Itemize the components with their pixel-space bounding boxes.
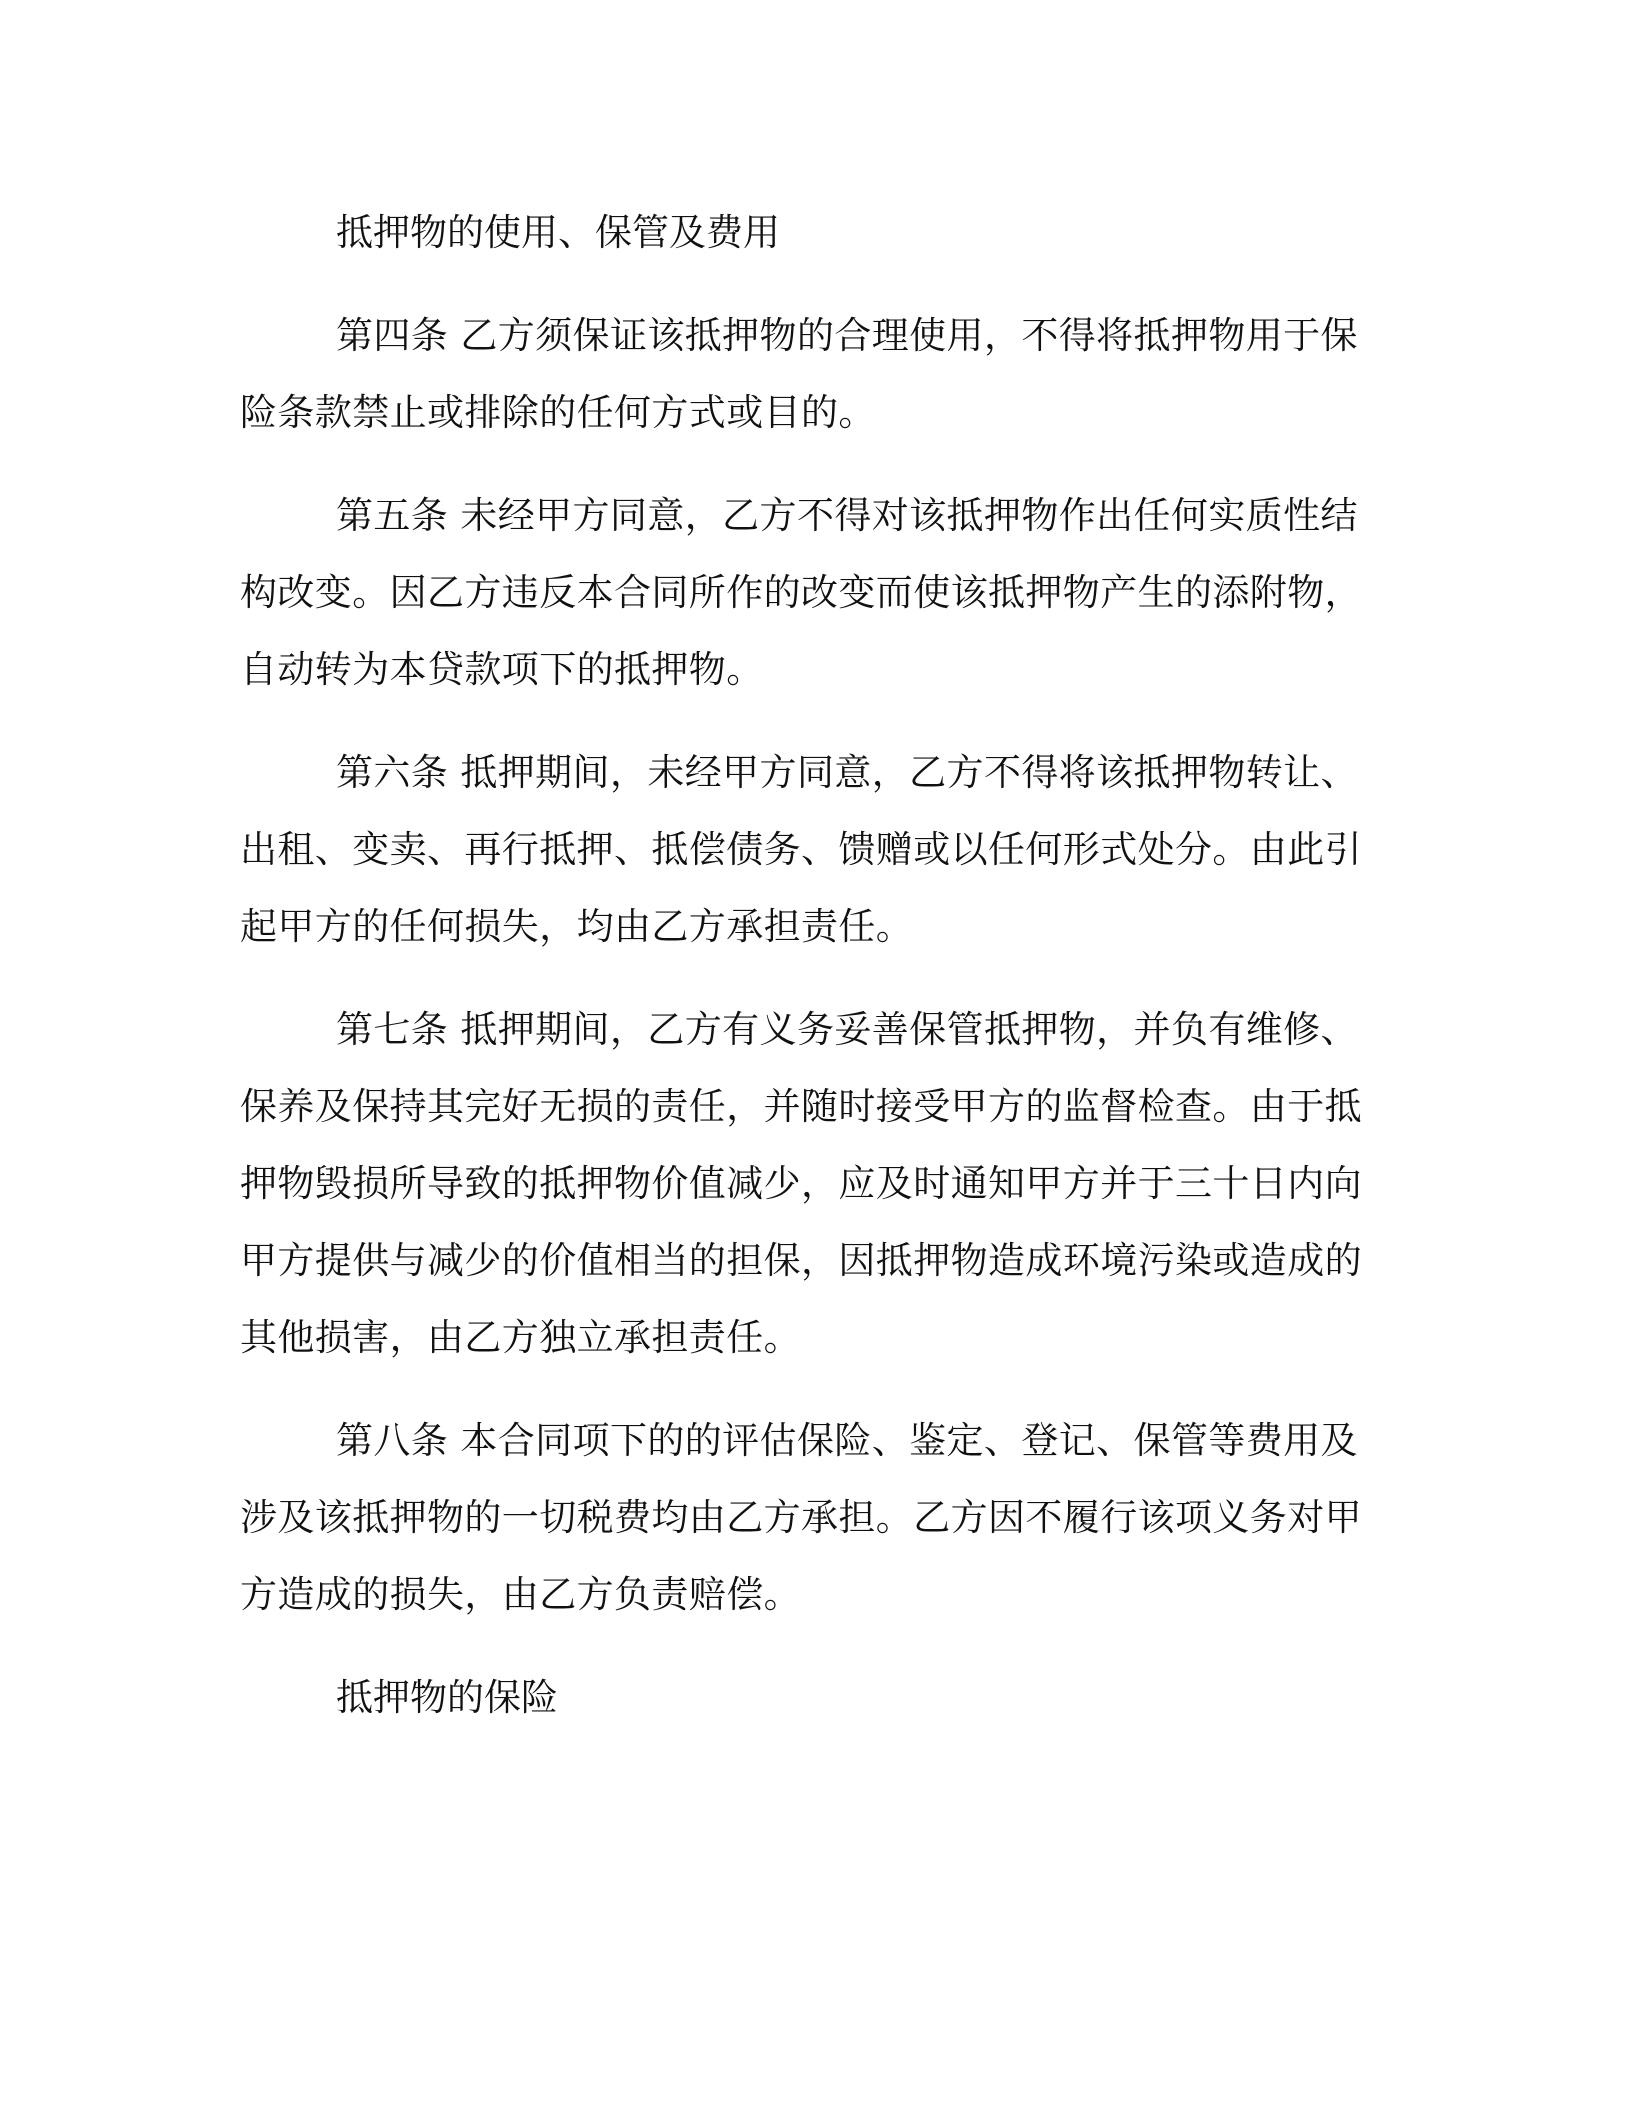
article-6: 第六条 抵押期间，未经甲方同意，乙方不得将该抵押物转让、出租、变卖、再行抵押、抵偿债务、馈赠或以任何形式处分。由此引起甲方的任何损失，均由乙方承担责任。 xyxy=(240,751,1362,948)
spacer xyxy=(240,271,1378,297)
article-8: 第八条 本合同项下的的评估保险、鉴定、登记、保管等费用及涉及该抵押物的一切税费均由乙方承担。乙方因不履行该项义务对甲方造成的损失，由乙方负责赔偿。 xyxy=(240,1419,1362,1616)
spacer xyxy=(240,1376,1378,1402)
spacer xyxy=(240,708,1378,734)
document-body xyxy=(240,194,1378,1736)
article-4: 第四条 乙方须保证该抵押物的合理使用，不得将抵押物用于保险条款禁止或排除的任何方式或目的。 xyxy=(240,314,1358,434)
section-heading-usage: 抵押物的使用、保管及费用 xyxy=(336,211,780,254)
section-heading-insurance: 抵押物的保险 xyxy=(336,1676,558,1719)
article-5: 第五条 未经甲方同意，乙方不得对该抵押物作出任何实质性结构改变。因乙方违反本合同所作的改变而使该抵押物产生的添附物，自动转为本贷款项下的抵押物。 xyxy=(240,494,1362,691)
article-7: 第七条 抵押期间，乙方有义务妥善保管抵押物，并负有维修、保养及保持其完好无损的责任，并随时接受甲方的监督检查。由于抵押物毁损所导致的抵押物价值减少，应及时通知甲方并于三十日内向甲方提供与减少的价值相当的担保，因抵押物造成环境污染或造成的其他损害，由乙方独立承担责任。 xyxy=(240,1008,1362,1359)
spacer xyxy=(240,451,1378,477)
spacer xyxy=(240,965,1378,991)
spacer xyxy=(240,1633,1378,1659)
